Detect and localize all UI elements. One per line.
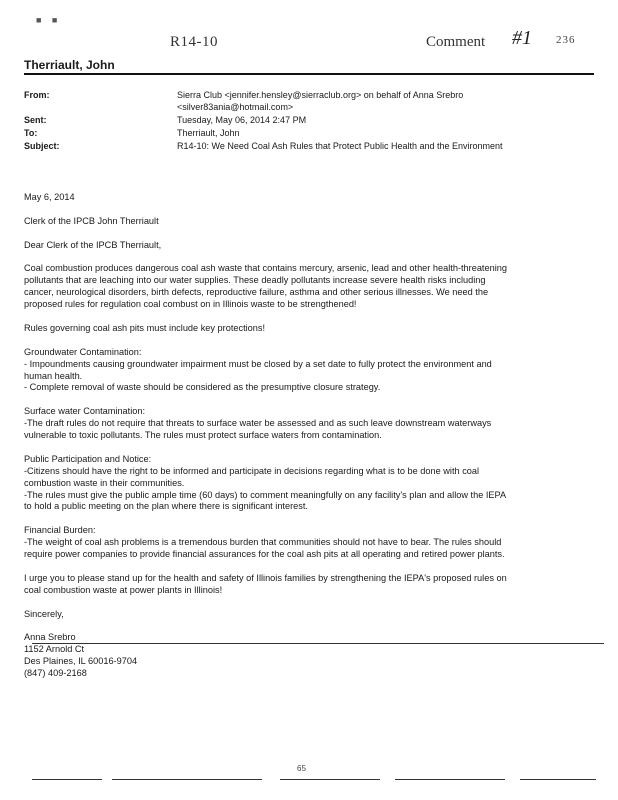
intro-line: pollutants that are leaching into our water supplies. These deadly pollutants increase severe health risks including (24, 275, 486, 286)
sent-label: Sent: (24, 115, 47, 125)
to-value: Therriault, John (177, 128, 240, 138)
closing-line: coal combustion waste at power plants in Illinois! (24, 584, 223, 595)
signature-street: 1152 Arnold Ct (24, 644, 85, 655)
footer-rule-segment (32, 779, 102, 780)
section-line: human health. (24, 370, 83, 381)
signoff: Sincerely, (24, 608, 64, 619)
letter-salutation: Dear Clerk of the IPCB Therriault, (24, 239, 162, 250)
letter-body (24, 192, 594, 680)
from-value (177, 89, 463, 113)
section-line: - Complete removal of waste should be considered as the presumptive closure strategy. (24, 382, 381, 393)
groundwater-section (24, 347, 594, 395)
subject-value: R14-10: We Need Coal Ash Rules that Protect Public Health and the Environment (177, 141, 503, 151)
intro-paragraph (24, 263, 594, 311)
docket-number: R14-10 (170, 34, 218, 50)
financial-burden-section (24, 525, 594, 561)
section-line: -The draft rules do not require that threats to surface water be assessed and as such leave downstream waterways (24, 418, 492, 429)
intro-line: Coal combustion produces dangerous coal ash waste that contains mercury, arsenic, lead and other health-threatening (24, 263, 507, 274)
footer-rule-segment (520, 779, 596, 780)
from-line-1: Sierra Club <jennifer.hensley@sierraclub.org> on behalf of Anna Srebro (177, 90, 464, 100)
section-line: combustion waste in their communities. (24, 477, 185, 488)
section-line: require power companies to provide financial assurances for the coal ash pits at all operating and retired power plants. (24, 549, 505, 560)
section-line: -Citizens should have the right to be informed and participate in decisions regarding what is to be done with coal (24, 465, 480, 476)
section-line: -The weight of coal ash problems is a tremendous burden that communities should not have to bear. The rules should (24, 537, 502, 548)
rules-intro: Rules governing coal ash pits must include key protections! (24, 322, 266, 333)
intro-line: cancer, neurological disorders, birth defects, reproductive failure, asthma and other serious illnesses. We need the (24, 287, 489, 298)
intro-line: proposed rules for regulation coal combust on in Illinois waste to be strengthened! (24, 299, 357, 310)
comment-label: Comment (426, 34, 486, 50)
section-heading: Groundwater Contamination: (24, 346, 142, 357)
section-heading: Public Participation and Notice: (24, 453, 152, 464)
section-heading: Financial Burden: (24, 525, 96, 536)
from-label: From: (24, 90, 50, 100)
signature-phone: (847) 409-2168 (24, 668, 87, 679)
signature-name: Anna Srebro (24, 632, 76, 643)
to-label: To: (24, 128, 38, 138)
footer-rule-segment (280, 779, 380, 780)
section-line: - Impoundments causing groundwater impairment must be closed by a set date to fully protect the environment and (24, 358, 492, 369)
header-divider (24, 73, 594, 75)
surface-water-section (24, 406, 594, 442)
mailbox-owner: Therriault, John (24, 58, 115, 72)
signature-block (24, 632, 594, 680)
comment-number: #1 (512, 27, 532, 49)
section-line: to hold a public meeting on the plan where there is significant interest. (24, 501, 308, 512)
closing-paragraph (24, 573, 594, 597)
footer-rule-segment (112, 779, 262, 780)
scan-underline (32, 643, 604, 644)
from-line-2: <silver83ania@hotmail.com> (177, 102, 294, 112)
scan-speck: ■ ■ (36, 15, 62, 25)
section-heading: Surface water Contamination: (24, 406, 146, 417)
footer-rule-segment (395, 779, 505, 780)
section-line: vulnerable to toxic pollutants. The rules must protect surface waters from contamination. (24, 430, 382, 441)
public-participation-section (24, 454, 594, 514)
sent-value: Tuesday, May 06, 2014 2:47 PM (177, 115, 307, 125)
letter-addressee: Clerk of the IPCB John Therriault (24, 215, 159, 226)
closing-line: I urge you to please stand up for the health and safety of Illinois families by strengthening the IEPA's proposed rules on (24, 572, 507, 583)
letter-date: May 6, 2014 (24, 192, 75, 202)
page-number: 65 (297, 764, 306, 773)
stamp-page-number: 236 (556, 34, 576, 46)
signature-city: Des Plaines, IL 60016-9704 (24, 656, 138, 667)
subject-label: Subject: (24, 141, 60, 151)
section-line: -The rules must give the public ample time (60 days) to comment meaningfully on any facility's plan and allow the IEPA (24, 489, 507, 500)
